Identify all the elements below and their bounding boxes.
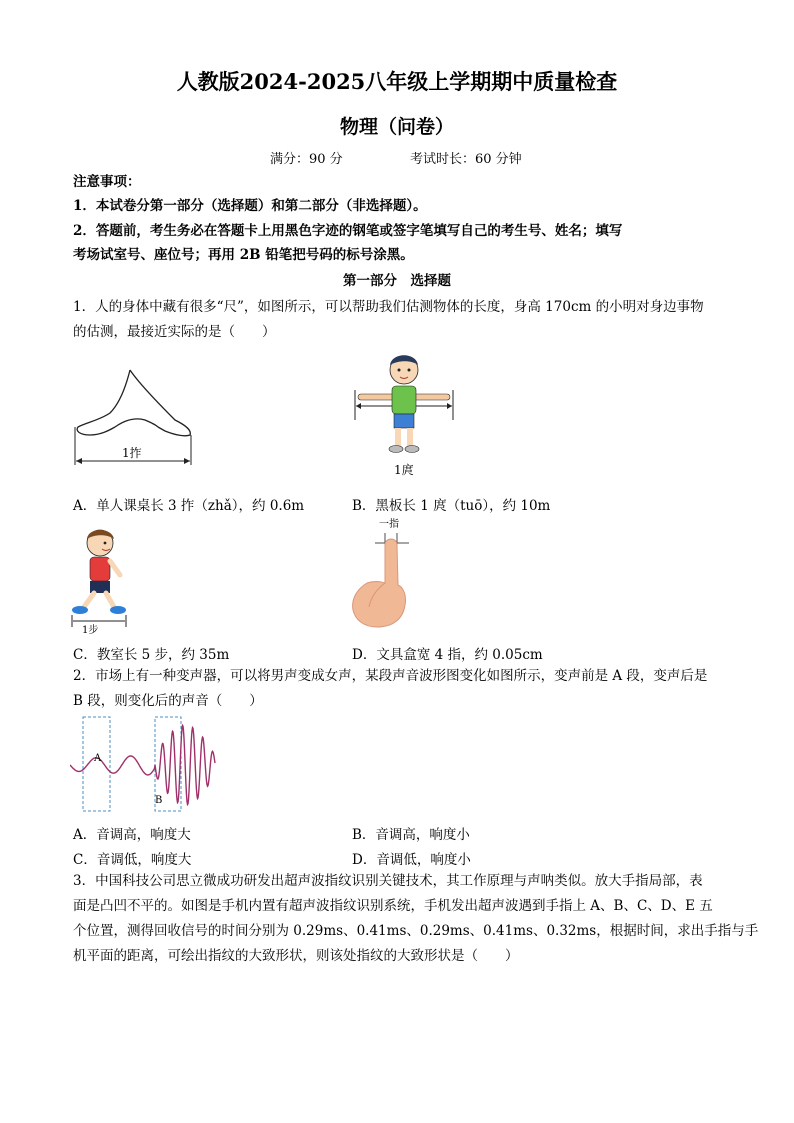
finger-width-label: 一指 [379,519,399,530]
notice-item-1: 1．本试卷分第一部分（选择题）和第二部分（非选择题）。 [73,198,427,214]
q3-stem-line-3: 个位置，测得回收信号的时间分别为 0.29ms、0.41ms、0.29ms、0.41ms、0.32ms，根据时间，求出手指与手 [73,923,759,939]
q1-option-d[interactable]: D．文具盒宽 4 指，约 0.05cm [352,647,543,663]
notice-item-2-line-2: 考场试室号、座位号；再用 2B 铅笔把号码的标号涂黑。 [73,247,414,263]
page-subtitle: 物理（问卷） [339,116,454,138]
notice-heading: 注意事项： [73,174,141,190]
q1-option-c[interactable]: C．教室长 5 步，约 35m [73,647,230,663]
q1-stem-line-1: 1．人的身体中藏有很多“尺”，如图所示，可以帮助我们估测物体的长度，身高 170cm 的小明对身边事物 [73,299,704,315]
q1-option-a[interactable]: A．单人课桌长 3 拃（zhǎ），约 0.6m [73,498,305,514]
step-label: 1步 [82,625,99,635]
sound-waveform [70,725,215,804]
segment-a-box [83,717,110,811]
q3-stem-line-1: 3．中国科技公司思立微成功研发出超声波指纹识别关键技术，其工作原理与声呐类似。放大手指局部，表 [73,873,703,889]
q3-stem-line-4: 机平面的距离，可绘出指纹的大致形状，则该处指纹的大致形状是（ ） [73,948,519,964]
q2-option-a[interactable]: A．音调高，响度大 [73,827,191,843]
q2-option-b[interactable]: B．音调高，响度小 [352,827,470,843]
finger-width-figure [345,515,425,635]
full-score: 满分：90 分 [270,152,343,167]
section-heading: 第一部分 选择题 [343,273,451,289]
q1-option-b[interactable]: B．黑板长 1 庹（tuō），约 10m [352,498,551,514]
q2-stem-line-1: 2．市场上有一种变声器，可以将男声变成女声，某段声音波形图变化如图所示，变声前是 A 段，变声后是 [73,668,708,684]
q2-stem-line-2: B 段，则变化后的声音（ ） [73,693,263,709]
q2-option-c[interactable]: C．音调低，响度大 [73,852,192,868]
notice-item-2-line-1: 2．答题前，考生务必在答题卡上用黑色字迹的钢笔或签字笔填写自己的考生号、姓名；填写 [73,223,623,239]
hand-span-label: 1拃 [122,446,142,460]
q3-stem-line-2: 面是凸凹不平的。如图是手机内置有超声波指纹识别系统，手机发出超声波遇到手指上 A、B、C、D、E 五 [73,898,713,914]
segment-b-label: B [155,795,163,806]
segment-a-label: A [94,753,102,764]
time-limit: 考试时长：60 分钟 [410,152,522,167]
arm-span-figure [350,350,460,480]
step-figure [68,525,138,635]
arm-span-label: 1庹 [394,463,414,477]
hand-span-figure [70,365,200,475]
q1-stem-line-2: 的估测，最接近实际的是（ ） [73,324,276,340]
page-title: 人教版2024-2025八年级上学期期中质量检查 [176,69,618,94]
waveform-figure [70,715,230,815]
q2-option-d[interactable]: D．音调低，响度小 [352,852,471,868]
